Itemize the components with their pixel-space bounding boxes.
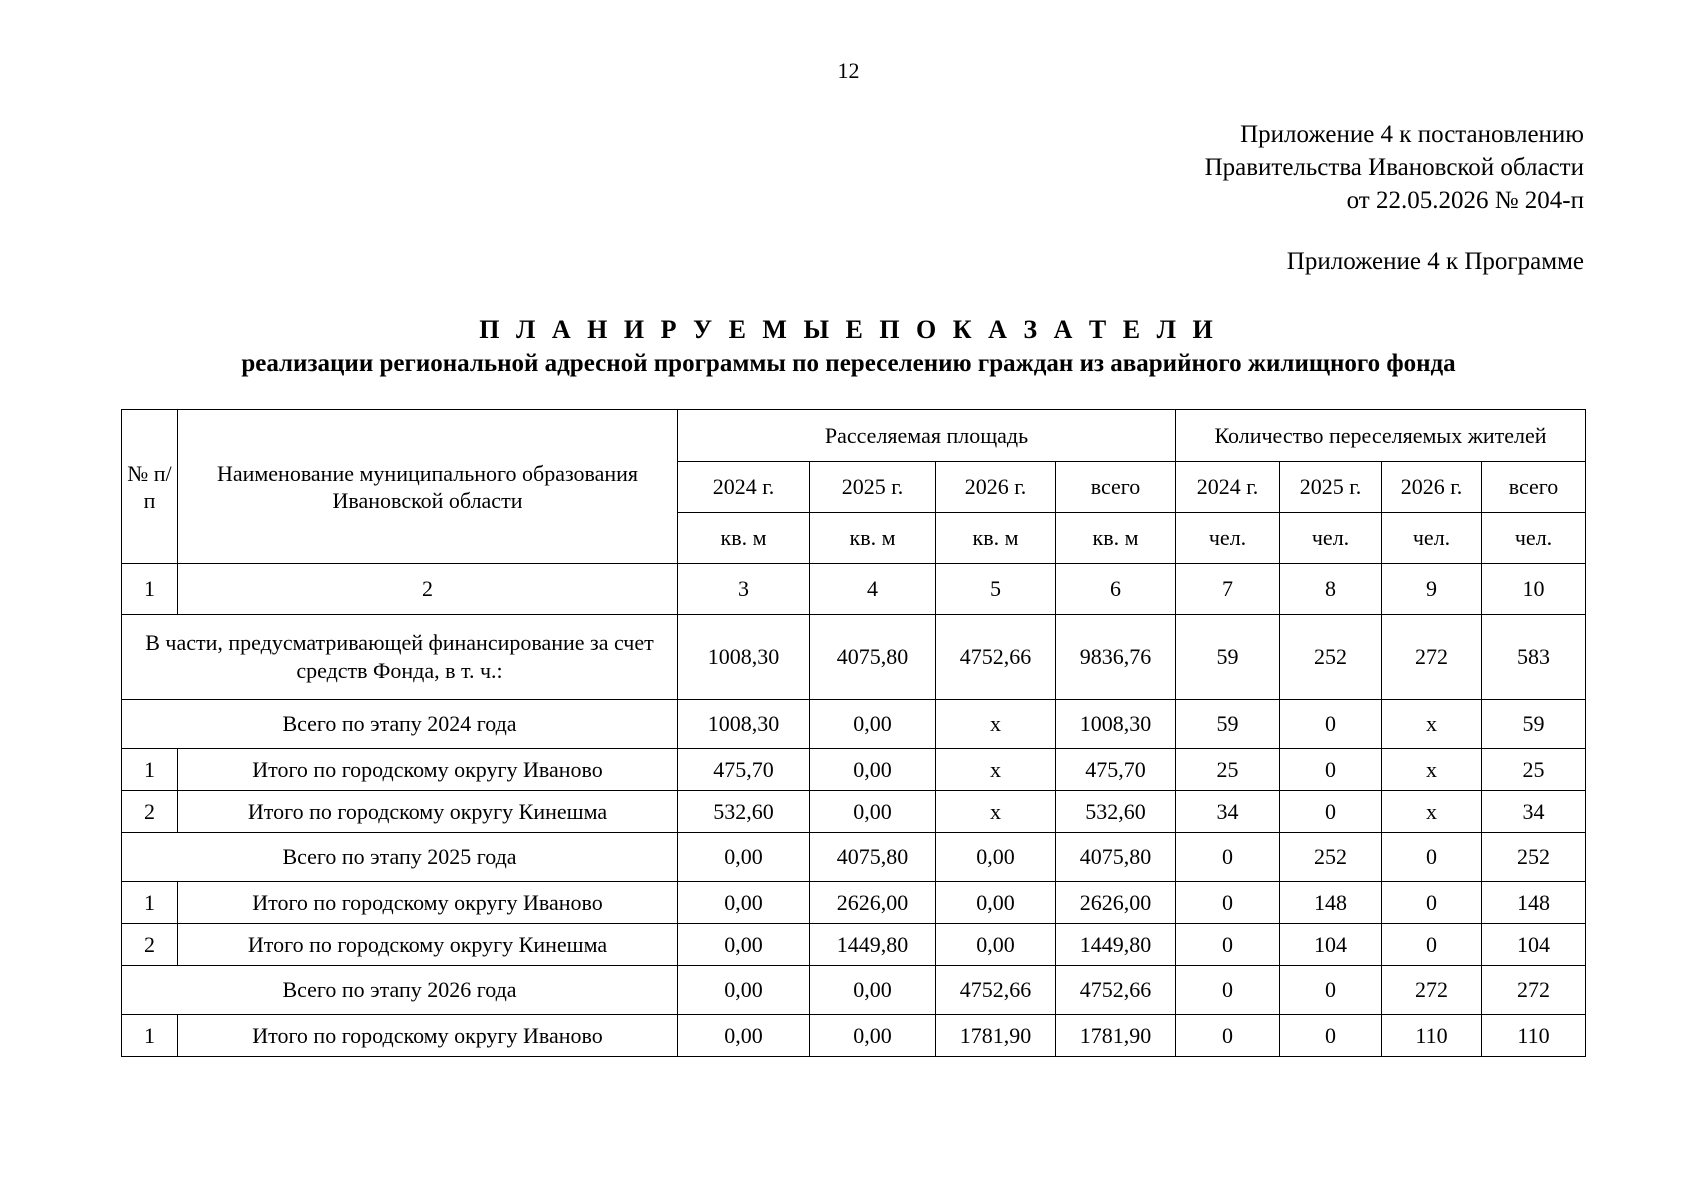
table-cell: 4752,66 bbox=[936, 966, 1056, 1015]
column-number: 7 bbox=[1176, 564, 1280, 615]
header-area: Расселяемая площадь bbox=[678, 410, 1176, 462]
table-cell: 4075,80 bbox=[810, 615, 936, 700]
table-cell: x bbox=[1382, 791, 1482, 833]
indicators-table bbox=[121, 409, 1586, 1057]
table-cell: 0,00 bbox=[936, 882, 1056, 924]
table-cell: 272 bbox=[1382, 615, 1482, 700]
document-heading bbox=[0, 313, 1697, 381]
table-cell: 252 bbox=[1280, 615, 1382, 700]
row-label: Итого по городскому округу Иваново bbox=[178, 882, 678, 924]
row-label: Итого по городскому округу Кинешма bbox=[178, 924, 678, 966]
table-row bbox=[122, 1015, 1586, 1057]
table-cell: 34 bbox=[1176, 791, 1280, 833]
table-cell: 272 bbox=[1382, 966, 1482, 1015]
table-cell: 25 bbox=[1482, 749, 1586, 791]
table-cell: 148 bbox=[1280, 882, 1382, 924]
table-cell: x bbox=[936, 700, 1056, 749]
table-cell: 34 bbox=[1482, 791, 1586, 833]
table-cell: 1781,90 bbox=[1056, 1015, 1176, 1057]
table-cell: 0 bbox=[1280, 966, 1382, 1015]
header-residents: Количество переселяемых жителей bbox=[1176, 410, 1586, 462]
document-subtitle: реализации региональной адресной программы по переселению граждан из аварийного жилищного фонда bbox=[241, 350, 1456, 377]
table-row bbox=[122, 615, 1586, 700]
table-cell: 0 bbox=[1382, 882, 1482, 924]
table-cell: 0 bbox=[1382, 833, 1482, 882]
header-year: всего bbox=[1482, 462, 1586, 513]
table-row bbox=[122, 833, 1586, 882]
header-unit: кв. м bbox=[1056, 513, 1176, 564]
header-year: 2026 г. bbox=[936, 462, 1056, 513]
header-name: Наименование муниципального образования Ивановской области bbox=[178, 410, 678, 564]
table-cell: 148 bbox=[1482, 882, 1586, 924]
column-number: 5 bbox=[936, 564, 1056, 615]
row-label: В части, предусматривающей финансирование за счет средств Фонда, в т. ч.: bbox=[122, 615, 678, 700]
approval-line: Правительства Ивановской области bbox=[1204, 154, 1584, 181]
column-number: 3 bbox=[678, 564, 810, 615]
table-cell: 0 bbox=[1280, 1015, 1382, 1057]
table-cell: 0 bbox=[1382, 924, 1482, 966]
table-cell: 532,60 bbox=[678, 791, 810, 833]
page-number: 12 bbox=[837, 58, 860, 83]
table-cell: 0,00 bbox=[810, 700, 936, 749]
header-number: № п/п bbox=[122, 410, 178, 564]
header-year: 2025 г. bbox=[810, 462, 936, 513]
table-row bbox=[122, 791, 1586, 833]
table-cell: 1781,90 bbox=[936, 1015, 1056, 1057]
table-cell: x bbox=[1382, 749, 1482, 791]
table-cell: 4752,66 bbox=[1056, 966, 1176, 1015]
table-cell: 1008,30 bbox=[678, 615, 810, 700]
column-number: 9 bbox=[1382, 564, 1482, 615]
table-cell: 0 bbox=[1280, 700, 1382, 749]
row-label: Всего по этапу 2024 года bbox=[122, 700, 678, 749]
table-cell: 0,00 bbox=[678, 882, 810, 924]
table-cell: 1008,30 bbox=[678, 700, 810, 749]
column-number: 6 bbox=[1056, 564, 1176, 615]
table-row bbox=[122, 700, 1586, 749]
table-cell: 9836,76 bbox=[1056, 615, 1176, 700]
table-row bbox=[122, 882, 1586, 924]
table-cell: 0,00 bbox=[678, 966, 810, 1015]
header-year: 2026 г. bbox=[1382, 462, 1482, 513]
column-number: 8 bbox=[1280, 564, 1382, 615]
row-label: Всего по этапу 2026 года bbox=[122, 966, 678, 1015]
table-cell: 59 bbox=[1176, 700, 1280, 749]
table-cell: 532,60 bbox=[1056, 791, 1176, 833]
table-cell: 1008,30 bbox=[1056, 700, 1176, 749]
header-year: 2025 г. bbox=[1280, 462, 1382, 513]
document-title: П Л А Н И Р У Е М Ы Е П О К А З А Т Е Л И bbox=[479, 315, 1218, 344]
table-cell: 104 bbox=[1482, 924, 1586, 966]
table-cell: 0,00 bbox=[936, 833, 1056, 882]
row-number: 1 bbox=[122, 749, 178, 791]
table-cell: 252 bbox=[1482, 833, 1586, 882]
row-number: 2 bbox=[122, 791, 178, 833]
table-cell: 0 bbox=[1176, 882, 1280, 924]
table-cell: 1449,80 bbox=[1056, 924, 1176, 966]
table-cell: 252 bbox=[1280, 833, 1382, 882]
program-reference: Приложение 4 к Программе bbox=[1286, 248, 1584, 275]
table-cell: 0 bbox=[1176, 966, 1280, 1015]
header-year: всего bbox=[1056, 462, 1176, 513]
table-cell: 0,00 bbox=[810, 966, 936, 1015]
table-cell: x bbox=[936, 791, 1056, 833]
row-label: Итого по городскому округу Иваново bbox=[178, 749, 678, 791]
table-cell: 272 bbox=[1482, 966, 1586, 1015]
table-cell: x bbox=[936, 749, 1056, 791]
table-cell: 25 bbox=[1176, 749, 1280, 791]
table-cell: 0,00 bbox=[678, 924, 810, 966]
table-cell: 104 bbox=[1280, 924, 1382, 966]
table-row bbox=[122, 924, 1586, 966]
header-unit: чел. bbox=[1176, 513, 1280, 564]
table-cell: 0,00 bbox=[678, 833, 810, 882]
table-cell: 4075,80 bbox=[810, 833, 936, 882]
header-unit: кв. м bbox=[678, 513, 810, 564]
table-cell: 59 bbox=[1176, 615, 1280, 700]
row-label: Итого по городскому округу Кинешма bbox=[178, 791, 678, 833]
table-row bbox=[122, 966, 1586, 1015]
approval-reference bbox=[1205, 118, 1584, 217]
table-cell: 2626,00 bbox=[1056, 882, 1176, 924]
approval-line: от 22.05.2026 № 204-п bbox=[1346, 187, 1584, 214]
column-number: 4 bbox=[810, 564, 936, 615]
table-cell: 1449,80 bbox=[810, 924, 936, 966]
table-cell: 475,70 bbox=[678, 749, 810, 791]
table-cell: 2626,00 bbox=[810, 882, 936, 924]
row-label: Итого по городскому округу Иваново bbox=[178, 1015, 678, 1057]
header-unit: кв. м bbox=[936, 513, 1056, 564]
table-cell: 0,00 bbox=[678, 1015, 810, 1057]
column-number: 10 bbox=[1482, 564, 1586, 615]
row-number: 1 bbox=[122, 882, 178, 924]
table-cell: 4752,66 bbox=[936, 615, 1056, 700]
approval-line: Приложение 4 к постановлению bbox=[1240, 121, 1584, 148]
table-cell: 0 bbox=[1176, 1015, 1280, 1057]
table-cell: 0 bbox=[1176, 924, 1280, 966]
table-cell: 59 bbox=[1482, 700, 1586, 749]
table-cell: 0,00 bbox=[936, 924, 1056, 966]
row-number: 2 bbox=[122, 924, 178, 966]
table-cell: 0 bbox=[1280, 791, 1382, 833]
table-cell: 0,00 bbox=[810, 749, 936, 791]
table-cell: 110 bbox=[1382, 1015, 1482, 1057]
header-year: 2024 г. bbox=[1176, 462, 1280, 513]
header-year: 2024 г. bbox=[678, 462, 810, 513]
row-label: Всего по этапу 2025 года bbox=[122, 833, 678, 882]
table-cell: 0 bbox=[1176, 833, 1280, 882]
table-cell: 110 bbox=[1482, 1015, 1586, 1057]
table-cell: 0,00 bbox=[810, 791, 936, 833]
table-cell: 583 bbox=[1482, 615, 1586, 700]
table-cell: 0,00 bbox=[810, 1015, 936, 1057]
table-row bbox=[122, 749, 1586, 791]
table-cell: 4075,80 bbox=[1056, 833, 1176, 882]
column-number: 2 bbox=[178, 564, 678, 615]
column-number: 1 bbox=[122, 564, 178, 615]
table-cell: x bbox=[1382, 700, 1482, 749]
row-number: 1 bbox=[122, 1015, 178, 1057]
table-cell: 475,70 bbox=[1056, 749, 1176, 791]
header-unit: чел. bbox=[1482, 513, 1586, 564]
header-unit: чел. bbox=[1382, 513, 1482, 564]
header-unit: чел. bbox=[1280, 513, 1382, 564]
table-cell: 0 bbox=[1280, 749, 1382, 791]
header-unit: кв. м bbox=[810, 513, 936, 564]
